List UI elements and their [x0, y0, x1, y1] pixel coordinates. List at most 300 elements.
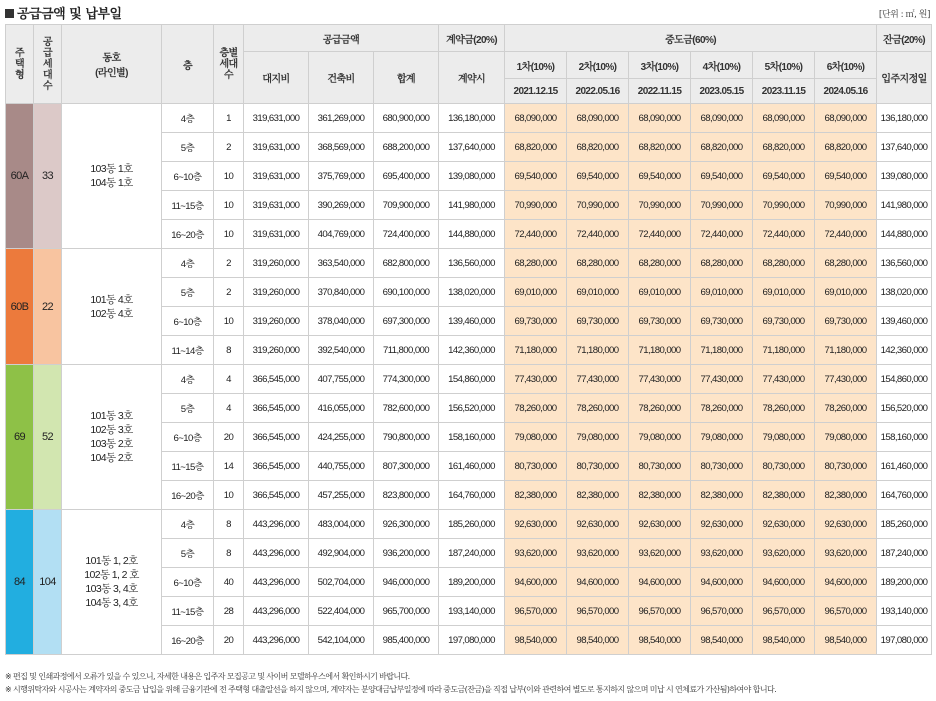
- unit-label: [단위 : ㎡, 원]: [878, 10, 930, 20]
- middle-payment-cell: 96,570,000: [629, 597, 691, 626]
- dong-line-text: 102동 4호: [90, 307, 133, 320]
- middle-payment-cell: 68,280,000: [629, 249, 691, 278]
- header-building: 건축비: [309, 52, 374, 104]
- land-cost-cell: 319,631,000: [244, 133, 309, 162]
- land-cost-cell: 443,296,000: [244, 539, 309, 568]
- header-floor: 층: [162, 25, 214, 104]
- total-cell: 774,300,000: [374, 365, 439, 394]
- land-cost-cell: 366,545,000: [244, 423, 309, 452]
- middle-payment-cell: 79,080,000: [753, 423, 815, 452]
- middle-payment-cell: 68,090,000: [815, 104, 877, 133]
- total-cell: 782,600,000: [374, 394, 439, 423]
- balance-cell: 161,460,000: [877, 452, 932, 481]
- floor-cell: 4층: [162, 510, 214, 539]
- header-installment-6: 6차(10%): [815, 52, 877, 79]
- middle-payment-cell: 72,440,000: [629, 220, 691, 249]
- middle-payment-cell: 82,380,000: [567, 481, 629, 510]
- building-cost-cell: 522,404,000: [309, 597, 374, 626]
- floor-units-cell: 4: [214, 394, 244, 423]
- header-supply: 공급금액: [244, 25, 439, 52]
- floor-cell: 5층: [162, 278, 214, 307]
- floor-units-cell: 2: [214, 133, 244, 162]
- middle-payment-cell: 98,540,000: [567, 626, 629, 655]
- floor-cell: 6~10층: [162, 568, 214, 597]
- middle-payment-cell: 80,730,000: [567, 452, 629, 481]
- floor-units-cell: 2: [214, 278, 244, 307]
- section-title: [5, 3, 122, 22]
- deposit-cell: 141,980,000: [439, 191, 505, 220]
- floor-cell: 4층: [162, 104, 214, 133]
- balance-cell: 197,080,000: [877, 626, 932, 655]
- footnotes: [5, 670, 931, 696]
- middle-payment-cell: 72,440,000: [691, 220, 753, 249]
- middle-payment-cell: 94,600,000: [629, 568, 691, 597]
- total-cell: 965,700,000: [374, 597, 439, 626]
- middle-payment-cell: 78,260,000: [753, 394, 815, 423]
- deposit-cell: 193,140,000: [439, 597, 505, 626]
- middle-payment-cell: 79,080,000: [505, 423, 567, 452]
- balance-cell: 139,460,000: [877, 307, 932, 336]
- middle-payment-cell: 69,730,000: [567, 307, 629, 336]
- floor-cell: 5층: [162, 394, 214, 423]
- middle-payment-cell: 93,620,000: [629, 539, 691, 568]
- deposit-cell: 187,240,000: [439, 539, 505, 568]
- middle-payment-cell: 77,430,000: [567, 365, 629, 394]
- middle-payment-cell: 93,620,000: [815, 539, 877, 568]
- dong-line-cell: [62, 249, 162, 365]
- middle-payment-cell: 78,260,000: [815, 394, 877, 423]
- deposit-cell: 158,160,000: [439, 423, 505, 452]
- middle-payment-cell: 92,630,000: [815, 510, 877, 539]
- middle-payment-cell: 69,540,000: [753, 162, 815, 191]
- middle-payment-cell: 68,820,000: [505, 133, 567, 162]
- middle-payment-cell: 77,430,000: [815, 365, 877, 394]
- middle-payment-cell: 82,380,000: [753, 481, 815, 510]
- deposit-cell: 144,880,000: [439, 220, 505, 249]
- middle-payment-cell: 70,990,000: [629, 191, 691, 220]
- total-cell: 711,800,000: [374, 336, 439, 365]
- middle-payment-cell: 77,430,000: [753, 365, 815, 394]
- land-cost-cell: 319,631,000: [244, 191, 309, 220]
- supply-units-cell: 104: [34, 510, 62, 655]
- building-cost-cell: 363,540,000: [309, 249, 374, 278]
- floor-units-cell: 10: [214, 481, 244, 510]
- floor-units-cell: 20: [214, 626, 244, 655]
- floor-units-cell: 10: [214, 162, 244, 191]
- deposit-cell: 142,360,000: [439, 336, 505, 365]
- middle-payment-cell: 78,260,000: [505, 394, 567, 423]
- middle-payment-cell: 79,080,000: [815, 423, 877, 452]
- middle-payment-cell: 98,540,000: [753, 626, 815, 655]
- middle-payment-cell: 69,730,000: [691, 307, 753, 336]
- middle-payment-cell: 82,380,000: [505, 481, 567, 510]
- middle-payment-cell: 71,180,000: [815, 336, 877, 365]
- footnote: ※ 시행위탁자와 시공사는 계약자의 중도금 납입을 위해 금융기관에 전 주택형 대출알선을 하지 않으며, 계약자는 분양대금납부일정에 따라 중도금(잔금)을 직접 납부(이와 관련하여 별도로 통지하지 않으며 미납 시 연체료가 가산됨)하여야 합니다.: [5, 685, 777, 694]
- middle-payment-cell: 96,570,000: [505, 597, 567, 626]
- header-installment-4: 4차(10%): [691, 52, 753, 79]
- middle-payment-cell: 69,540,000: [629, 162, 691, 191]
- building-cost-cell: 407,755,000: [309, 365, 374, 394]
- middle-payment-cell: 68,280,000: [567, 249, 629, 278]
- middle-payment-cell: 68,090,000: [629, 104, 691, 133]
- middle-payment-cell: 71,180,000: [505, 336, 567, 365]
- deposit-cell: 136,560,000: [439, 249, 505, 278]
- total-cell: 807,300,000: [374, 452, 439, 481]
- header-land: 대지비: [244, 52, 309, 104]
- floor-cell: 11~15층: [162, 452, 214, 481]
- middle-payment-cell: 93,620,000: [567, 539, 629, 568]
- middle-payment-cell: 94,600,000: [815, 568, 877, 597]
- supply-units-cell: 22: [34, 249, 62, 365]
- balance-cell: 156,520,000: [877, 394, 932, 423]
- land-cost-cell: 319,260,000: [244, 278, 309, 307]
- floor-cell: 4층: [162, 365, 214, 394]
- dong-line-cell: [62, 510, 162, 655]
- middle-payment-cell: 80,730,000: [815, 452, 877, 481]
- dong-line-text: 104동 2호: [90, 452, 133, 464]
- deposit-cell: 137,640,000: [439, 133, 505, 162]
- header-installment-1: 1차(10%): [505, 52, 567, 79]
- balance-cell: 185,260,000: [877, 510, 932, 539]
- header-deposit: 계약금(20%): [439, 25, 505, 52]
- header-installment-2: 2차(10%): [567, 52, 629, 79]
- floor-units-cell: 10: [214, 191, 244, 220]
- deposit-cell: 139,460,000: [439, 307, 505, 336]
- middle-payment-cell: 68,090,000: [691, 104, 753, 133]
- middle-payment-cell: 82,380,000: [629, 481, 691, 510]
- total-cell: 697,300,000: [374, 307, 439, 336]
- floor-units-cell: 8: [214, 336, 244, 365]
- balance-cell: 154,860,000: [877, 365, 932, 394]
- table-row: [6, 365, 932, 394]
- total-cell: 688,200,000: [374, 133, 439, 162]
- middle-payment-cell: 79,080,000: [629, 423, 691, 452]
- floor-units-cell: 4: [214, 365, 244, 394]
- header-dong: 동호 (라인별): [62, 25, 162, 104]
- square-bullet-icon: [5, 9, 14, 18]
- header-date-5: 2023.11.15: [753, 79, 815, 104]
- building-cost-cell: 368,569,000: [309, 133, 374, 162]
- balance-cell: 164,760,000: [877, 481, 932, 510]
- floor-cell: 11~14층: [162, 336, 214, 365]
- middle-payment-cell: 96,570,000: [753, 597, 815, 626]
- floor-units-cell: 1: [214, 104, 244, 133]
- middle-payment-cell: 69,010,000: [629, 278, 691, 307]
- middle-payment-cell: 79,080,000: [691, 423, 753, 452]
- middle-payment-cell: 69,730,000: [505, 307, 567, 336]
- header-installment-5: 5차(10%): [753, 52, 815, 79]
- floor-units-cell: 28: [214, 597, 244, 626]
- supply-units-cell: 52: [34, 365, 62, 510]
- middle-payment-cell: 96,570,000: [691, 597, 753, 626]
- deposit-cell: 164,760,000: [439, 481, 505, 510]
- building-cost-cell: 416,055,000: [309, 394, 374, 423]
- balance-cell: 139,080,000: [877, 162, 932, 191]
- middle-payment-cell: 77,430,000: [629, 365, 691, 394]
- dong-line-text: 101동 1, 2호: [85, 555, 138, 567]
- building-cost-cell: 492,904,000: [309, 539, 374, 568]
- land-cost-cell: 319,631,000: [244, 220, 309, 249]
- middle-payment-cell: 69,010,000: [567, 278, 629, 307]
- land-cost-cell: 319,631,000: [244, 104, 309, 133]
- unit-type-cell: 69: [6, 365, 34, 510]
- middle-payment-cell: 68,280,000: [815, 249, 877, 278]
- balance-cell: 187,240,000: [877, 539, 932, 568]
- total-cell: 790,800,000: [374, 423, 439, 452]
- floor-cell: 6~10층: [162, 307, 214, 336]
- land-cost-cell: 319,260,000: [244, 307, 309, 336]
- floor-cell: 16~20층: [162, 220, 214, 249]
- total-cell: 695,400,000: [374, 162, 439, 191]
- middle-payment-cell: 68,820,000: [691, 133, 753, 162]
- header-balance: 잔금(20%): [877, 25, 932, 52]
- middle-payment-cell: 80,730,000: [629, 452, 691, 481]
- middle-payment-cell: 69,540,000: [691, 162, 753, 191]
- middle-payment-cell: 69,730,000: [753, 307, 815, 336]
- middle-payment-cell: 93,620,000: [753, 539, 815, 568]
- balance-cell: 136,180,000: [877, 104, 932, 133]
- middle-payment-cell: 78,260,000: [567, 394, 629, 423]
- header-units: 공 급 세 대 수: [34, 25, 62, 104]
- dong-line-text: 104동 1호: [90, 177, 133, 189]
- land-cost-cell: 366,545,000: [244, 365, 309, 394]
- header-deposit-when: 계약시: [439, 52, 505, 104]
- middle-payment-cell: 82,380,000: [815, 481, 877, 510]
- middle-payment-cell: 94,600,000: [691, 568, 753, 597]
- middle-payment-cell: 69,540,000: [505, 162, 567, 191]
- table-header: [6, 25, 932, 104]
- total-cell: 936,200,000: [374, 539, 439, 568]
- balance-cell: 136,560,000: [877, 249, 932, 278]
- middle-payment-cell: 70,990,000: [815, 191, 877, 220]
- header-floor-units: 층별 세대 수: [214, 25, 244, 104]
- floor-cell: 11~15층: [162, 597, 214, 626]
- middle-payment-cell: 69,730,000: [815, 307, 877, 336]
- land-cost-cell: 366,545,000: [244, 452, 309, 481]
- balance-cell: 142,360,000: [877, 336, 932, 365]
- building-cost-cell: 404,769,000: [309, 220, 374, 249]
- floor-units-cell: 20: [214, 423, 244, 452]
- middle-payment-cell: 68,280,000: [505, 249, 567, 278]
- middle-payment-cell: 70,990,000: [753, 191, 815, 220]
- middle-payment-cell: 96,570,000: [815, 597, 877, 626]
- deposit-cell: 136,180,000: [439, 104, 505, 133]
- header-date-2: 2022.05.16: [567, 79, 629, 104]
- total-cell: 682,800,000: [374, 249, 439, 278]
- land-cost-cell: 443,296,000: [244, 568, 309, 597]
- header-total: 합계: [374, 52, 439, 104]
- dong-line-text: 101동 4호: [90, 293, 133, 306]
- floor-cell: 5층: [162, 133, 214, 162]
- header-date-6: 2024.05.16: [815, 79, 877, 104]
- middle-payment-cell: 98,540,000: [629, 626, 691, 655]
- balance-cell: 193,140,000: [877, 597, 932, 626]
- floor-cell: 16~20층: [162, 481, 214, 510]
- balance-cell: 138,020,000: [877, 278, 932, 307]
- middle-payment-cell: 93,620,000: [505, 539, 567, 568]
- land-cost-cell: 443,296,000: [244, 626, 309, 655]
- footnote: ※ 편집 및 인쇄과정에서 오류가 있을 수 있으니, 자세한 내용은 입주자 모집공고 및 사이버 모델하우스에서 확인하시기 바랍니다.: [5, 672, 410, 681]
- middle-payment-cell: 80,730,000: [505, 452, 567, 481]
- middle-payment-cell: 72,440,000: [505, 220, 567, 249]
- floor-units-cell: 8: [214, 539, 244, 568]
- middle-payment-cell: 68,280,000: [691, 249, 753, 278]
- middle-payment-cell: 92,630,000: [629, 510, 691, 539]
- floor-units-cell: 8: [214, 510, 244, 539]
- building-cost-cell: 502,704,000: [309, 568, 374, 597]
- floor-cell: 6~10층: [162, 162, 214, 191]
- middle-payment-cell: 72,440,000: [567, 220, 629, 249]
- land-cost-cell: 443,296,000: [244, 597, 309, 626]
- total-cell: 946,000,000: [374, 568, 439, 597]
- middle-payment-cell: 78,260,000: [691, 394, 753, 423]
- middle-payment-cell: 68,090,000: [753, 104, 815, 133]
- balance-cell: 137,640,000: [877, 133, 932, 162]
- land-cost-cell: 366,545,000: [244, 394, 309, 423]
- supply-units-cell: 33: [34, 104, 62, 249]
- total-cell: 985,400,000: [374, 626, 439, 655]
- middle-payment-cell: 71,180,000: [691, 336, 753, 365]
- total-cell: 690,100,000: [374, 278, 439, 307]
- middle-payment-cell: 68,820,000: [753, 133, 815, 162]
- deposit-cell: 156,520,000: [439, 394, 505, 423]
- middle-payment-cell: 68,820,000: [567, 133, 629, 162]
- building-cost-cell: 457,255,000: [309, 481, 374, 510]
- floor-cell: 11~15층: [162, 191, 214, 220]
- middle-payment-cell: 72,440,000: [753, 220, 815, 249]
- middle-payment-cell: 98,540,000: [815, 626, 877, 655]
- middle-payment-cell: 92,630,000: [505, 510, 567, 539]
- dong-line-text: 102동 3호: [90, 424, 133, 436]
- building-cost-cell: 370,840,000: [309, 278, 374, 307]
- header-installment-3: 3차(10%): [629, 52, 691, 79]
- dong-line-text: 102동 1, 2 호: [84, 569, 139, 581]
- land-cost-cell: 443,296,000: [244, 510, 309, 539]
- floor-cell: 6~10층: [162, 423, 214, 452]
- middle-payment-cell: 77,430,000: [691, 365, 753, 394]
- header-middle: 중도금(60%): [505, 25, 877, 52]
- header-date-3: 2022.11.15: [629, 79, 691, 104]
- building-cost-cell: 392,540,000: [309, 336, 374, 365]
- total-cell: 724,400,000: [374, 220, 439, 249]
- land-cost-cell: 319,631,000: [244, 162, 309, 191]
- middle-payment-cell: 68,090,000: [567, 104, 629, 133]
- middle-payment-cell: 71,180,000: [753, 336, 815, 365]
- middle-payment-cell: 69,010,000: [505, 278, 567, 307]
- land-cost-cell: 366,545,000: [244, 481, 309, 510]
- middle-payment-cell: 69,010,000: [753, 278, 815, 307]
- middle-payment-cell: 94,600,000: [753, 568, 815, 597]
- table-body: [6, 104, 932, 655]
- middle-payment-cell: 77,430,000: [505, 365, 567, 394]
- building-cost-cell: 361,269,000: [309, 104, 374, 133]
- floor-units-cell: 10: [214, 307, 244, 336]
- unit-type-cell: 60B: [6, 249, 34, 365]
- deposit-cell: 185,260,000: [439, 510, 505, 539]
- dong-line-text: 103동 2호: [90, 438, 133, 450]
- deposit-cell: 197,080,000: [439, 626, 505, 655]
- deposit-cell: 139,080,000: [439, 162, 505, 191]
- middle-payment-cell: 98,540,000: [691, 626, 753, 655]
- table-row: [6, 104, 932, 133]
- building-cost-cell: 440,755,000: [309, 452, 374, 481]
- floor-cell: 4층: [162, 249, 214, 278]
- floor-units-cell: 14: [214, 452, 244, 481]
- floor-units-cell: 10: [214, 220, 244, 249]
- middle-payment-cell: 93,620,000: [691, 539, 753, 568]
- middle-payment-cell: 80,730,000: [691, 452, 753, 481]
- balance-cell: 144,880,000: [877, 220, 932, 249]
- middle-payment-cell: 71,180,000: [567, 336, 629, 365]
- header-balance-when: 입주지정일: [877, 52, 932, 104]
- balance-cell: 158,160,000: [877, 423, 932, 452]
- middle-payment-cell: 82,380,000: [691, 481, 753, 510]
- balance-cell: 189,200,000: [877, 568, 932, 597]
- land-cost-cell: 319,260,000: [244, 336, 309, 365]
- header-date-1: 2021.12.15: [505, 79, 567, 104]
- middle-payment-cell: 68,090,000: [505, 104, 567, 133]
- deposit-cell: 189,200,000: [439, 568, 505, 597]
- building-cost-cell: 375,769,000: [309, 162, 374, 191]
- middle-payment-cell: 78,260,000: [629, 394, 691, 423]
- middle-payment-cell: 98,540,000: [505, 626, 567, 655]
- middle-payment-cell: 69,010,000: [691, 278, 753, 307]
- middle-payment-cell: 96,570,000: [567, 597, 629, 626]
- building-cost-cell: 378,040,000: [309, 307, 374, 336]
- building-cost-cell: 390,269,000: [309, 191, 374, 220]
- floor-cell: 5층: [162, 539, 214, 568]
- dong-line-text: 101동 3호: [90, 410, 133, 422]
- unit-type-cell: 60A: [6, 104, 34, 249]
- header-date-4: 2023.05.15: [691, 79, 753, 104]
- table-row: [6, 510, 932, 539]
- middle-payment-cell: 71,180,000: [629, 336, 691, 365]
- section-title-text: 공급금액 및 납부일: [17, 7, 122, 22]
- total-cell: 680,900,000: [374, 104, 439, 133]
- total-cell: 823,800,000: [374, 481, 439, 510]
- price-table: [5, 24, 932, 655]
- middle-payment-cell: 69,010,000: [815, 278, 877, 307]
- dong-line-cell: [62, 365, 162, 510]
- middle-payment-cell: 94,600,000: [505, 568, 567, 597]
- middle-payment-cell: 80,730,000: [753, 452, 815, 481]
- building-cost-cell: 483,004,000: [309, 510, 374, 539]
- middle-payment-cell: 68,280,000: [753, 249, 815, 278]
- balance-cell: 141,980,000: [877, 191, 932, 220]
- dong-line-text: 103동 1호: [90, 163, 133, 175]
- middle-payment-cell: 79,080,000: [567, 423, 629, 452]
- middle-payment-cell: 68,820,000: [629, 133, 691, 162]
- total-cell: 709,900,000: [374, 191, 439, 220]
- middle-payment-cell: 92,630,000: [691, 510, 753, 539]
- dong-line-cell: [62, 104, 162, 249]
- building-cost-cell: 424,255,000: [309, 423, 374, 452]
- header-type: 주 택 형: [6, 25, 34, 104]
- dong-line-text: 104동 3, 4호: [85, 597, 138, 609]
- middle-payment-cell: 69,540,000: [567, 162, 629, 191]
- middle-payment-cell: 70,990,000: [691, 191, 753, 220]
- deposit-cell: 138,020,000: [439, 278, 505, 307]
- deposit-cell: 154,860,000: [439, 365, 505, 394]
- land-cost-cell: 319,260,000: [244, 249, 309, 278]
- dong-line-text: 103동 3, 4호: [85, 583, 138, 595]
- middle-payment-cell: 69,730,000: [629, 307, 691, 336]
- middle-payment-cell: 69,540,000: [815, 162, 877, 191]
- unit-type-cell: 84: [6, 510, 34, 655]
- middle-payment-cell: 72,440,000: [815, 220, 877, 249]
- middle-payment-cell: 92,630,000: [753, 510, 815, 539]
- middle-payment-cell: 94,600,000: [567, 568, 629, 597]
